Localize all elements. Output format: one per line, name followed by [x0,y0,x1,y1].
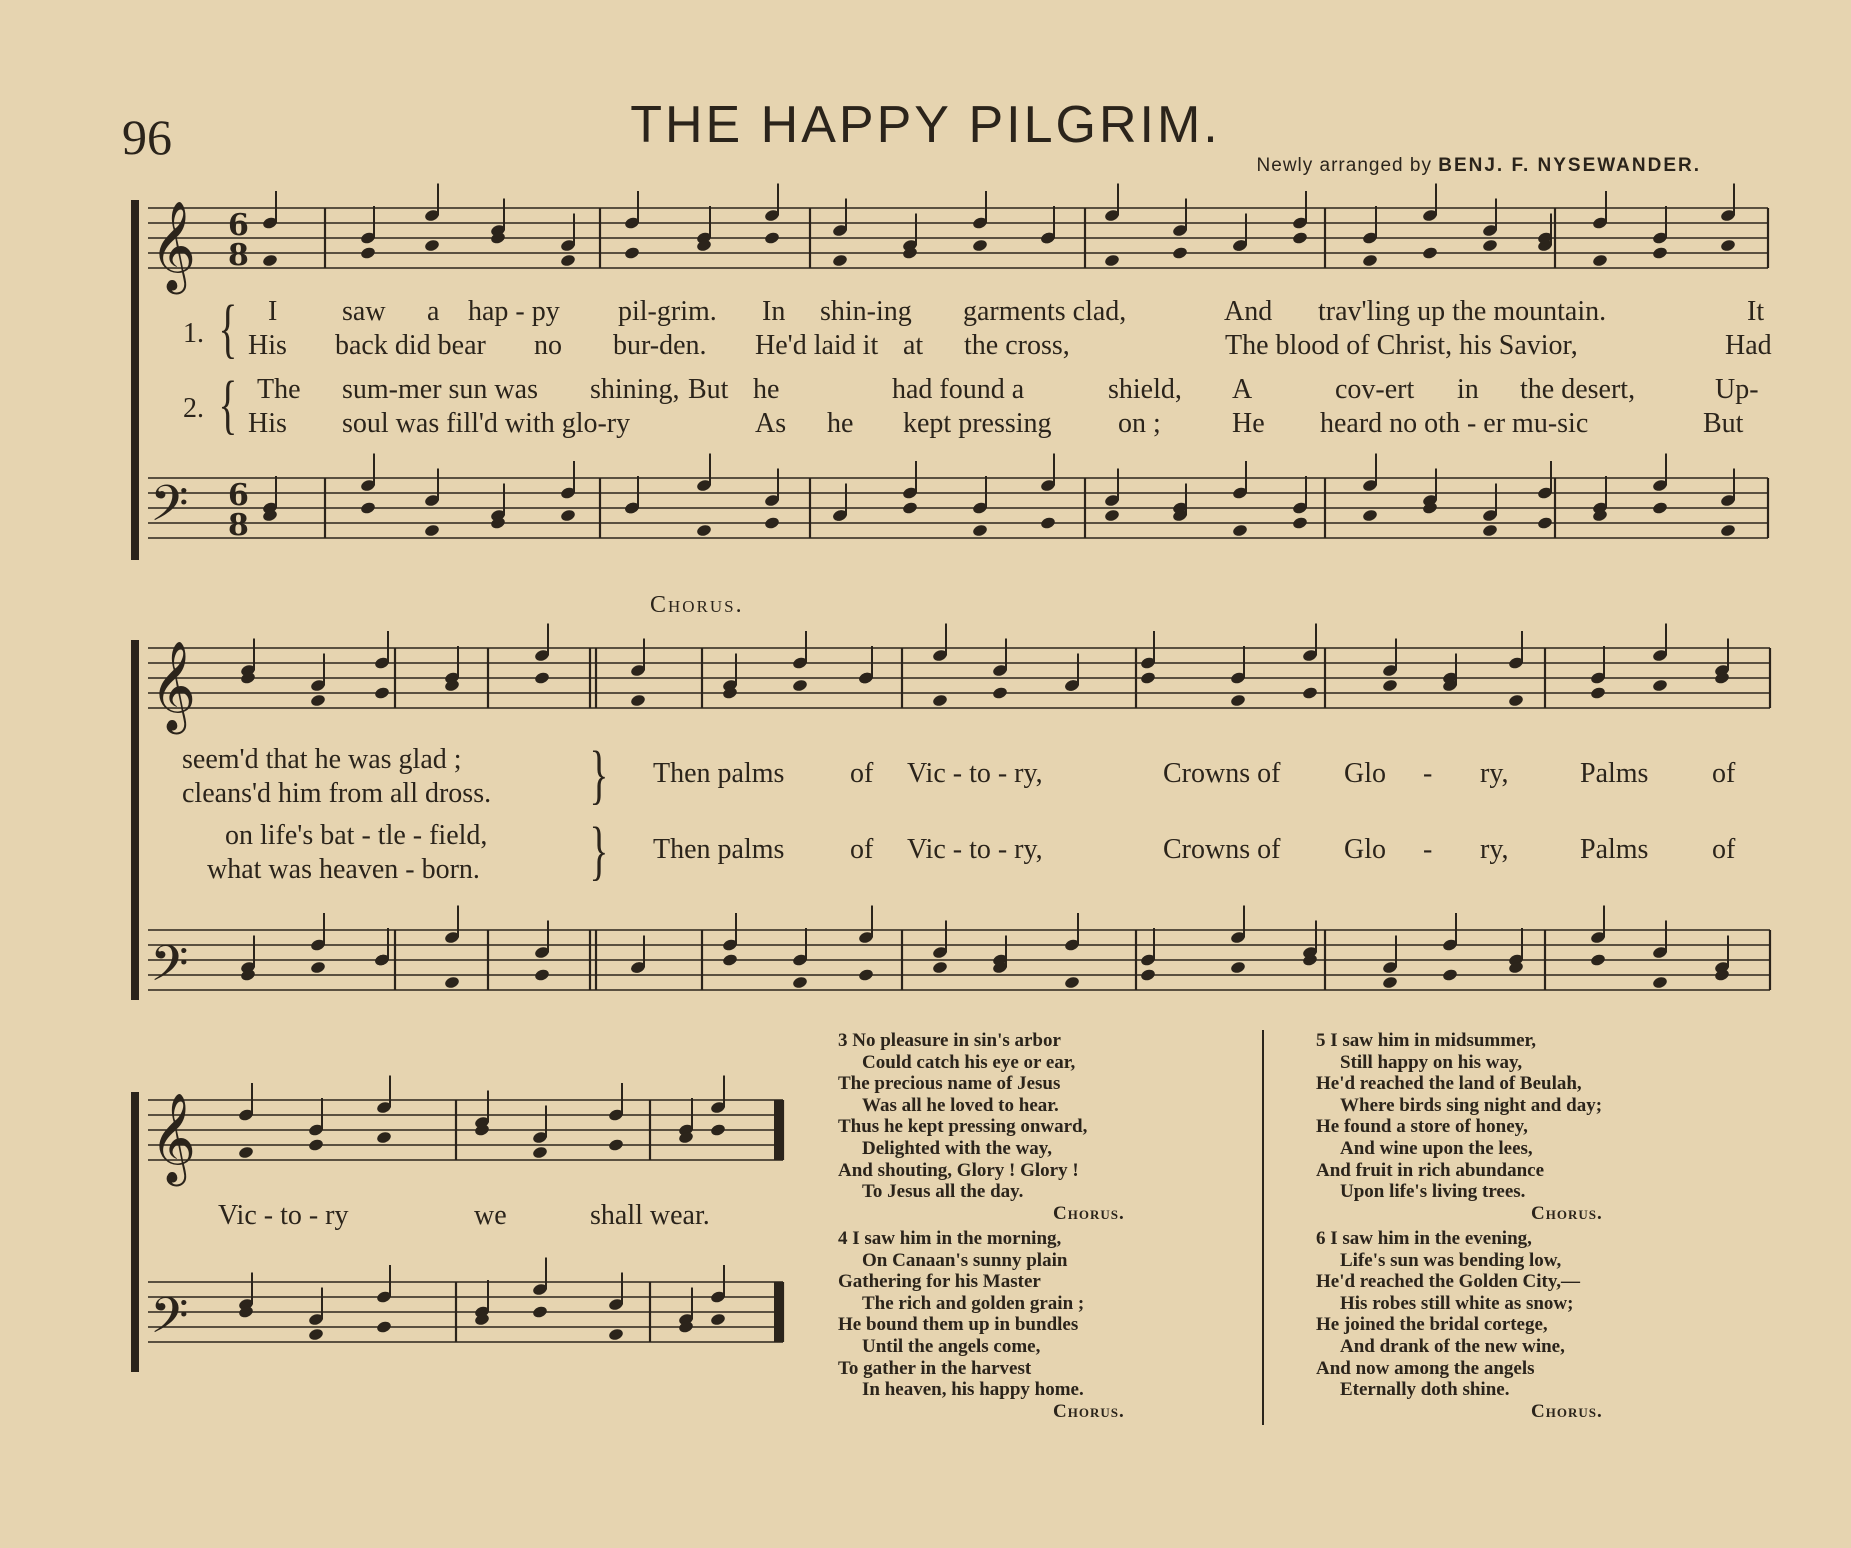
chorus-1-word: Glo [1344,758,1386,789]
treble-staff-1 [148,208,1768,268]
notehead [424,523,441,537]
chorus-1-word: Palms [1580,758,1649,789]
stanza-chorus-tag: Chorus. [1053,1400,1125,1422]
stanza-line: And now among the angels [1316,1357,1535,1379]
stanza-line: And fruit in rich abundance [1316,1159,1545,1181]
stanza-line: He joined the bridal cortege, [1316,1314,1548,1336]
bass-staff-1 [148,478,1768,538]
chorus-1-word: of [850,758,874,789]
notehead [1482,523,1499,537]
verse-1b-word: at [903,330,924,361]
verse-1b-word: His [248,330,287,361]
stanza-6 [1316,1228,1603,1422]
stanza-line: Could catch his eye or ear, [862,1051,1076,1073]
notehead [1652,246,1669,260]
notehead [534,968,551,982]
page-number: 96 [122,109,172,165]
brace-verse-1: { [218,292,238,365]
verse-2a-word: Up- [1715,374,1759,405]
bass-clef: 𝄢 [150,935,189,1005]
notehead [764,516,781,530]
notehead [424,238,441,252]
final-word: we [474,1200,507,1231]
verse-1b-word: The blood of Christ, his Savior, [1225,330,1578,361]
notehead [1064,975,1081,989]
final-word: shall wear. [590,1200,710,1231]
stanza-line: Still happy on his way, [1340,1051,1523,1073]
notehead [1230,693,1247,707]
stanza-line: The precious name of Jesus [838,1073,1061,1095]
notehead [1652,501,1669,515]
notehead [308,1138,325,1152]
verse-2b-word: heard no oth - er mu-sic [1320,408,1589,439]
notehead [1140,968,1157,982]
stanza-line: 5 I saw him in midsummer, [1316,1030,1536,1051]
stanza-chorus-tag: Chorus. [1531,1202,1603,1224]
notehead [832,253,849,267]
notehead [1652,975,1669,989]
verse-2a-word: But [688,374,729,405]
notehead [1537,516,1554,530]
notehead [858,968,875,982]
verse-2b-word: His [248,408,287,439]
stanza-line: And drank of the new wine, [1340,1335,1565,1357]
stanza-line: On Canaan's sunny plain [862,1249,1068,1271]
treble-staff-2 [148,648,1770,708]
time-signature-top: 6 [228,478,249,513]
verse-1a-word: saw [342,296,386,327]
verse-2b-word: But [1703,408,1744,439]
chorus-2-word: of [850,834,874,865]
treble-clef: 𝄞 [150,641,197,731]
verse-1a-word: In [762,296,786,327]
brace-chorus-1: } [589,738,609,811]
treble-clef: 𝄞 [150,1093,197,1183]
notehead [932,693,949,707]
stanza-line: Delighted with the way, [862,1137,1052,1159]
notehead [992,686,1009,700]
notehead [532,1305,549,1319]
time-signature-top: 6 [228,208,249,243]
chorus-1-word: - [1423,758,1433,789]
stanza-line: And wine upon the lees, [1340,1137,1533,1159]
brace-chorus-2: } [589,814,609,887]
notehead [534,671,551,685]
notehead [560,508,577,522]
notehead [1172,246,1189,260]
verse-1b-word: back did bear [335,330,486,361]
notehead [722,953,739,967]
stanza-line: He found a store of honey, [1316,1116,1528,1138]
notehead [1652,678,1669,692]
verse-1b-word: bur-den. [613,330,707,361]
chorus-2-word: Glo [1344,834,1386,865]
notehead [1362,253,1379,267]
stanza-line: In heaven, his happy home. [862,1379,1084,1401]
stanza-line: He bound them up in bundles [838,1314,1079,1336]
credit-prefix: Newly arranged by [1256,155,1432,176]
chorus-1-word: Then palms [653,758,785,789]
stanza-line: Until the angels come, [862,1335,1041,1357]
verse-1a-word: shin-ing [820,296,912,327]
bass-clef: 𝄢 [150,1287,189,1357]
stanza-4 [838,1228,1125,1422]
stanza-line: 4 I saw him in the morning, [838,1228,1062,1249]
bass-clef: 𝄢 [150,475,189,545]
verse-2a-word: The [257,374,301,405]
notehead [972,523,989,537]
verse-2a-word: had found a [892,374,1025,405]
verse-1a-word: pil-grim. [618,296,717,327]
verse-1b-word: He'd laid it [755,330,879,361]
verse-1a-word: It [1747,296,1765,327]
verse-1b-word: no [534,330,562,361]
stanza-line: His robes still white as snow; [1340,1292,1574,1314]
verse-1a-word: hap - py [468,296,560,327]
notehead [1720,523,1737,537]
notehead [630,693,647,707]
notehead [1362,508,1379,522]
stanza-line: Was all he loved to hear. [862,1094,1059,1116]
notehead [560,253,577,267]
final-word: Vic - to - ry [218,1200,349,1231]
notehead [262,253,279,267]
notehead [376,1130,393,1144]
verse-1a-ending: seem'd that he was glad ; [182,744,462,775]
verse-number-1: 1. [183,318,204,349]
verse-2a-word: A [1232,374,1253,405]
notehead [902,501,919,515]
chorus-label: Chorus. [650,592,744,618]
stanza-line: He'd reached the land of Beulah, [1316,1073,1582,1095]
stanza-5 [1316,1030,1603,1224]
notehead [696,523,713,537]
chorus-2-word: ry, [1480,834,1509,865]
notehead [1508,693,1525,707]
notehead [374,686,391,700]
chorus-1-word: ry, [1480,758,1509,789]
notehead [360,246,377,260]
notehead [1442,968,1459,982]
brace-verse-2: { [218,368,238,441]
chorus-2-word: Palms [1580,834,1649,865]
notehead [932,960,949,974]
stanza-line: Gathering for his Master [838,1271,1041,1293]
chorus-2-word: of [1712,834,1736,865]
notehead [1382,678,1399,692]
verse-2a-word: in [1457,374,1479,405]
stanza-line: Upon life's living trees. [1340,1181,1526,1203]
notehead [608,1327,625,1341]
notehead [792,678,809,692]
stanza-line: To Jesus all the day. [862,1181,1024,1203]
stanza-line: And shouting, Glory ! Glory ! [838,1159,1079,1181]
notehead [1482,238,1499,252]
notehead [310,960,327,974]
page-title: THE HAPPY PILGRIM. [630,96,1221,154]
notehead [310,693,327,707]
verse-2a-word: shield, [1108,374,1182,405]
verse-2b-ending: what was heaven - born. [207,854,480,885]
notehead [1104,508,1121,522]
verse-1b-word: the cross, [964,330,1070,361]
notehead [1382,975,1399,989]
notehead [792,975,809,989]
notehead [1422,246,1439,260]
stanza-line: To gather in the harvest [838,1357,1032,1379]
verse-1a-word: I [268,296,278,327]
notehead [532,1145,549,1159]
notehead [238,1145,255,1159]
notehead [710,1123,727,1137]
notehead [1104,253,1121,267]
stanza-line: Life's sun was bending low, [1340,1249,1562,1271]
time-signature-bottom: 8 [228,238,249,273]
verse-2b-word: kept pressing [903,408,1052,439]
verse-number-2: 2. [183,393,204,424]
bass-staff-2 [148,930,1770,990]
verse-1a-word: trav'ling up the mountain. [1318,296,1607,327]
notehead [444,975,461,989]
verse-1a-word: And [1224,296,1273,327]
notehead [710,1312,727,1326]
notehead [608,1138,625,1152]
notehead [624,246,641,260]
stanza-line: 3 No pleasure in sin's arbor [838,1030,1061,1051]
notehead [1292,516,1309,530]
verse-2a-word: cov-ert [1335,374,1415,405]
verse-2a-ending: on life's bat - tle - field, [225,820,488,851]
notehead [360,501,377,515]
verse-2a-word: sum-mer sun was [342,374,538,405]
stanza-line: The rich and golden grain ; [862,1292,1085,1314]
chorus-2-word: Vic - to - ry, [907,834,1043,865]
chorus-1-word: Vic - to - ry, [907,758,1043,789]
stanza-line: 6 I saw him in the evening, [1316,1228,1532,1249]
verse-2a-word: the desert, [1520,374,1636,405]
treble-clef: 𝄞 [150,201,197,291]
verse-1b-word: Had [1725,330,1772,361]
notehead [972,238,989,252]
notehead [764,231,781,245]
chorus-2-word: Then palms [653,834,785,865]
stanza-line: He'd reached the Golden City,— [1316,1271,1581,1293]
notehead [376,1320,393,1334]
notehead [1302,686,1319,700]
stanza-line: Thus he kept pressing onward, [838,1116,1088,1138]
column-divider [1262,1030,1264,1425]
chorus-2-word: Crowns of [1163,834,1281,865]
verse-2b-word: he [827,408,854,439]
notehead [1292,231,1309,245]
notehead [308,1327,325,1341]
notehead [1590,953,1607,967]
stanza-chorus-tag: Chorus. [1053,1202,1125,1224]
verse-2b-word: As [755,408,787,439]
stanza-chorus-tag: Chorus. [1531,1400,1603,1422]
verse-1a-word: a [427,296,440,327]
verse-1b-ending: cleans'd him from all dross. [182,778,492,809]
chorus-1-word: Crowns of [1163,758,1281,789]
notehead [1590,686,1607,700]
notehead [1592,253,1609,267]
notehead [1232,523,1249,537]
chorus-1-word: of [1712,758,1736,789]
notehead [1140,671,1157,685]
chorus-2-word: - [1423,834,1433,865]
stanza-line: Eternally doth shine. [1340,1379,1510,1401]
verse-2a-word: he [753,374,780,405]
time-signature-bottom: 8 [228,508,249,543]
stanza-3 [838,1030,1125,1224]
verse-2b-word: He [1232,408,1265,439]
stanza-line: Where birds sing night and day; [1340,1094,1603,1116]
arranger-name: BENJ. F. NYSEWANDER. [1438,155,1701,176]
notehead [1230,960,1247,974]
verse-2b-word: soul was fill'd with glo-ry [342,408,631,439]
notehead [1040,516,1057,530]
verse-2b-word: on ; [1118,408,1161,439]
verse-2a-word: shining, [590,374,680,405]
verse-1a-word: garments clad, [963,296,1127,327]
notehead [1720,238,1737,252]
